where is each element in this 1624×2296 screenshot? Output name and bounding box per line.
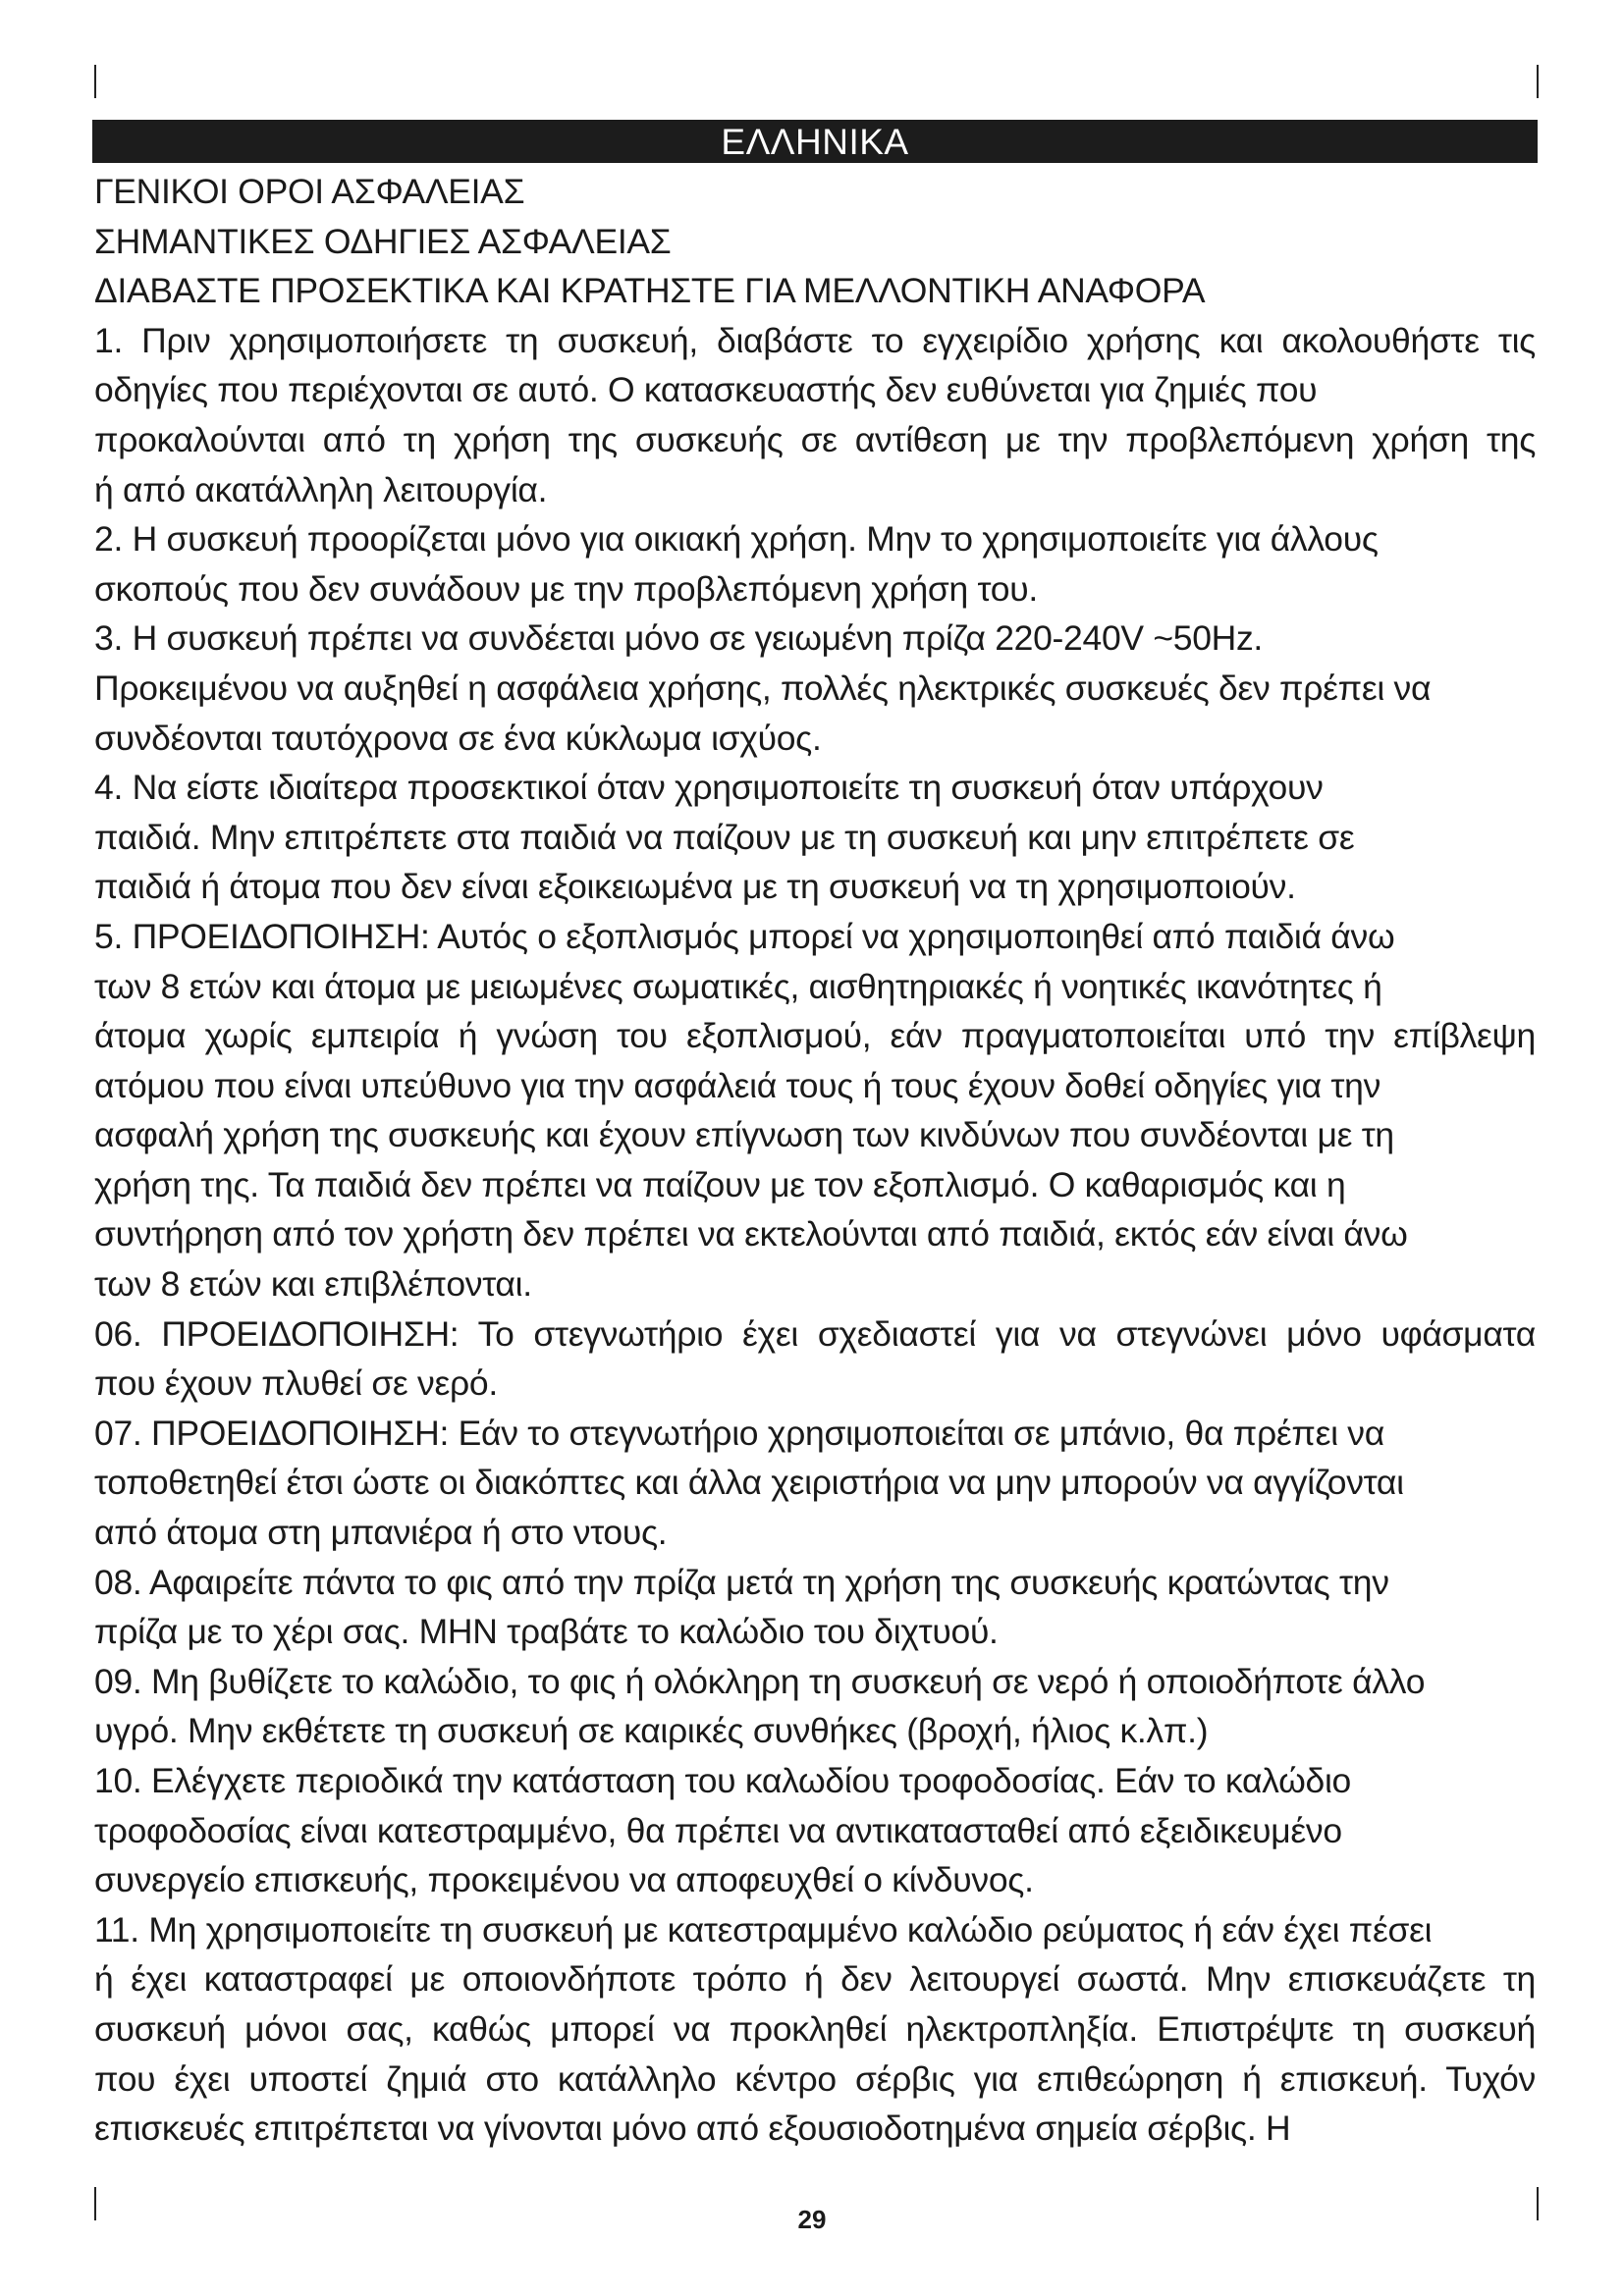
text-line: ΓΕΝΙΚΟΙ ΟΡΟΙ ΑΣΦΑΛΕΙΑΣ — [94, 172, 525, 211]
text-line: ή από ακατάλληλη λειτουργία. — [94, 469, 548, 509]
text-line: 06. ΠΡΟΕΙΔΟΠΟΙΗΣΗ: Το στεγνωτήριο έχει σχεδιαστεί για να στεγνώνει μόνο υφάσματα — [94, 1313, 1536, 1354]
text-line: πρίζα με το χέρι σας. ΜΗΝ τραβάτε το καλώδιο του διχτυού. — [94, 1612, 999, 1652]
text-line: τοποθετηθεί έτσι ώστε οι διακόπτες και άλλα χειριστήρια να μην μπορούν να αγγίζονται — [94, 1463, 1404, 1503]
text-line: τροφοδοσίας είναι κατεστραμμένο, θα πρέπει να αντικατασταθεί από εξειδικευμένο — [94, 1810, 1342, 1850]
text-line: 07. ΠΡΟΕΙΔΟΠΟΙΗΣΗ: Εάν το στεγνωτήριο χρησιμοποιείται σε μπάνιο, θα πρέπει να — [94, 1413, 1384, 1453]
text-line: ασφαλή χρήση της συσκευής και έχουν επίγνωση των κινδύνων που συνδέονται με τη — [94, 1115, 1394, 1155]
text-line: υγρό. Μην εκθέτετε τη συσκευή σε καιρικές συνθήκες (βροχή, ήλιος κ.λπ.) — [94, 1711, 1209, 1751]
text-line: που έχουν πλυθεί σε νερό. — [94, 1363, 498, 1404]
page-number: 29 — [797, 2205, 827, 2234]
text-line: 4. Να είστε ιδιαίτερα προσεκτικοί όταν χρησιμοποιείτε τη συσκευή όταν υπάρχουν — [94, 768, 1324, 808]
text-line: των 8 ετών και άτομα με μειωμένες σωματικές, αισθητηριακές ή νοητικές ικανότητες ή — [94, 966, 1382, 1006]
text-line: προκαλούνται από τη χρήση της συσκευής σε αντίθεση με την προβλεπόμενη χρήση της — [94, 419, 1536, 459]
text-line: συντήρηση από τον χρήστη δεν πρέπει να εκτελούνται από παιδιά, εκτός εάν είναι άνω — [94, 1214, 1408, 1255]
text-line: Προκειμένου να αυξηθεί η ασφάλεια χρήσης, πολλές ηλεκτρικές συσκευές δεν πρέπει να — [94, 667, 1432, 708]
text-line: 08. Αφαιρείτε πάντα το φις από την πρίζα μετά τη χρήση της συσκευής κρατώντας την — [94, 1562, 1389, 1602]
crop-mark-top-right — [1537, 65, 1539, 98]
text-line: συσκευή μόνοι σας, καθώς μπορεί να προκληθεί ηλεκτροπληξία. Επιστρέψτε τη συσκευή — [94, 2008, 1536, 2049]
text-line: ατόμου που είναι υπεύθυνο για την ασφάλειά τους ή τους έχουν δοθεί οδηγίες για την — [94, 1065, 1381, 1105]
text-line: επισκευές επιτρέπεται να γίνονται μόνο από εξουσιοδοτημένα σημεία σέρβις. Η — [94, 2109, 1291, 2149]
text-line: χρήση της. Τα παιδιά δεν πρέπει να παίζουν με τον εξοπλισμό. Ο καθαρισμός και η — [94, 1164, 1346, 1204]
text-line: παιδιά. Μην επιτρέπετε στα παιδιά να παίζουν με τη συσκευή και μην επιτρέπετε σε — [94, 817, 1355, 857]
text-line: που έχει υποστεί ζημιά στο κατάλληλο κέντρο σέρβις για επιθεώρηση ή επισκευή. Τυχόν — [94, 2058, 1536, 2099]
text-line: 3. Η συσκευή πρέπει να συνδέεται μόνο σε γειωμένη πρίζα 220-240V ~50Hz. — [94, 618, 1263, 659]
text-line: από άτομα στη μπανιέρα ή στο ντους. — [94, 1513, 668, 1553]
text-line: 5. ΠΡΟΕΙΔΟΠΟΙΗΣΗ: Αυτός ο εξοπλισμός μπορεί να χρησιμοποιηθεί από παιδιά άνω — [94, 916, 1395, 956]
safety-instructions-text — [94, 167, 1536, 2154]
text-line: οδηγίες που περιέχονται σε αυτό. Ο κατασκευαστής δεν ευθύνεται για ζημιές που — [94, 370, 1318, 410]
text-line: ΣΗΜΑΝΤΙΚΕΣ ΟΔΗΓΙΕΣ ΑΣΦΑΛΕΙΑΣ — [94, 221, 672, 261]
text-line: 1. Πριν χρησιμοποιήσετε τη συσκευή, διαβάστε το εγχειρίδιο χρήσης και ακολουθήστε τις — [94, 320, 1536, 360]
text-line: παιδιά ή άτομα που δεν είναι εξοικειωμένα με τη συσκευή να τη χρησιμοποιούν. — [94, 867, 1296, 907]
crop-mark-top-left — [94, 65, 96, 98]
language-title: ΕΛΛΗΝΙΚΑ — [721, 122, 909, 162]
text-line: συνδέονται ταυτόχρονα σε ένα κύκλωμα ισχύος. — [94, 718, 822, 758]
text-line: 10. Ελέγχετε περιοδικά την κατάσταση του καλωδίου τροφοδοσίας. Εάν το καλώδιο — [94, 1761, 1351, 1800]
text-line: 2. Η συσκευή προορίζεται μόνο για οικιακή χρήση. Μην το χρησιμοποιείτε για άλλους — [94, 519, 1379, 560]
text-line: των 8 ετών και επιβλέπονται. — [94, 1264, 532, 1305]
text-line: συνεργείο επισκευής, προκειμένου να αποφευχθεί ο κίνδυνος. — [94, 1860, 1034, 1900]
text-line: 11. Μη χρησιμοποιείτε τη συσκευή με κατεστραμμένο καλώδιο ρεύματος ή εάν έχει πέσει — [94, 1909, 1433, 1949]
text-line: άτομα χωρίς εμπειρία ή γνώση του εξοπλισμού, εάν πραγματοποιείται υπό την επίβλεψη — [94, 1016, 1536, 1056]
text-line: 09. Μη βυθίζετε το καλώδιο, το φις ή ολόκληρη τη συσκευή σε νερό ή οποιοδήποτε άλλο — [94, 1661, 1426, 1701]
text-line: ΔΙΑΒΑΣΤΕ ΠΡΟΣΕΚΤΙΚΑ ΚΑΙ ΚΡΑΤΗΣΤΕ ΓΙΑ ΜΕΛΛΟΝΤΙΚΗ ΑΝΑΦΟΡΑ — [94, 271, 1206, 311]
language-header-bar — [92, 120, 1538, 163]
text-line: σκοπούς που δεν συνάδουν με την προβλεπόμενη χρήση του. — [94, 568, 1038, 609]
text-line: ή έχει καταστραφεί με οποιονδήποτε τρόπο ή δεν λειτουργεί σωστά. Μην επισκευάζετε τη — [94, 1959, 1536, 2000]
